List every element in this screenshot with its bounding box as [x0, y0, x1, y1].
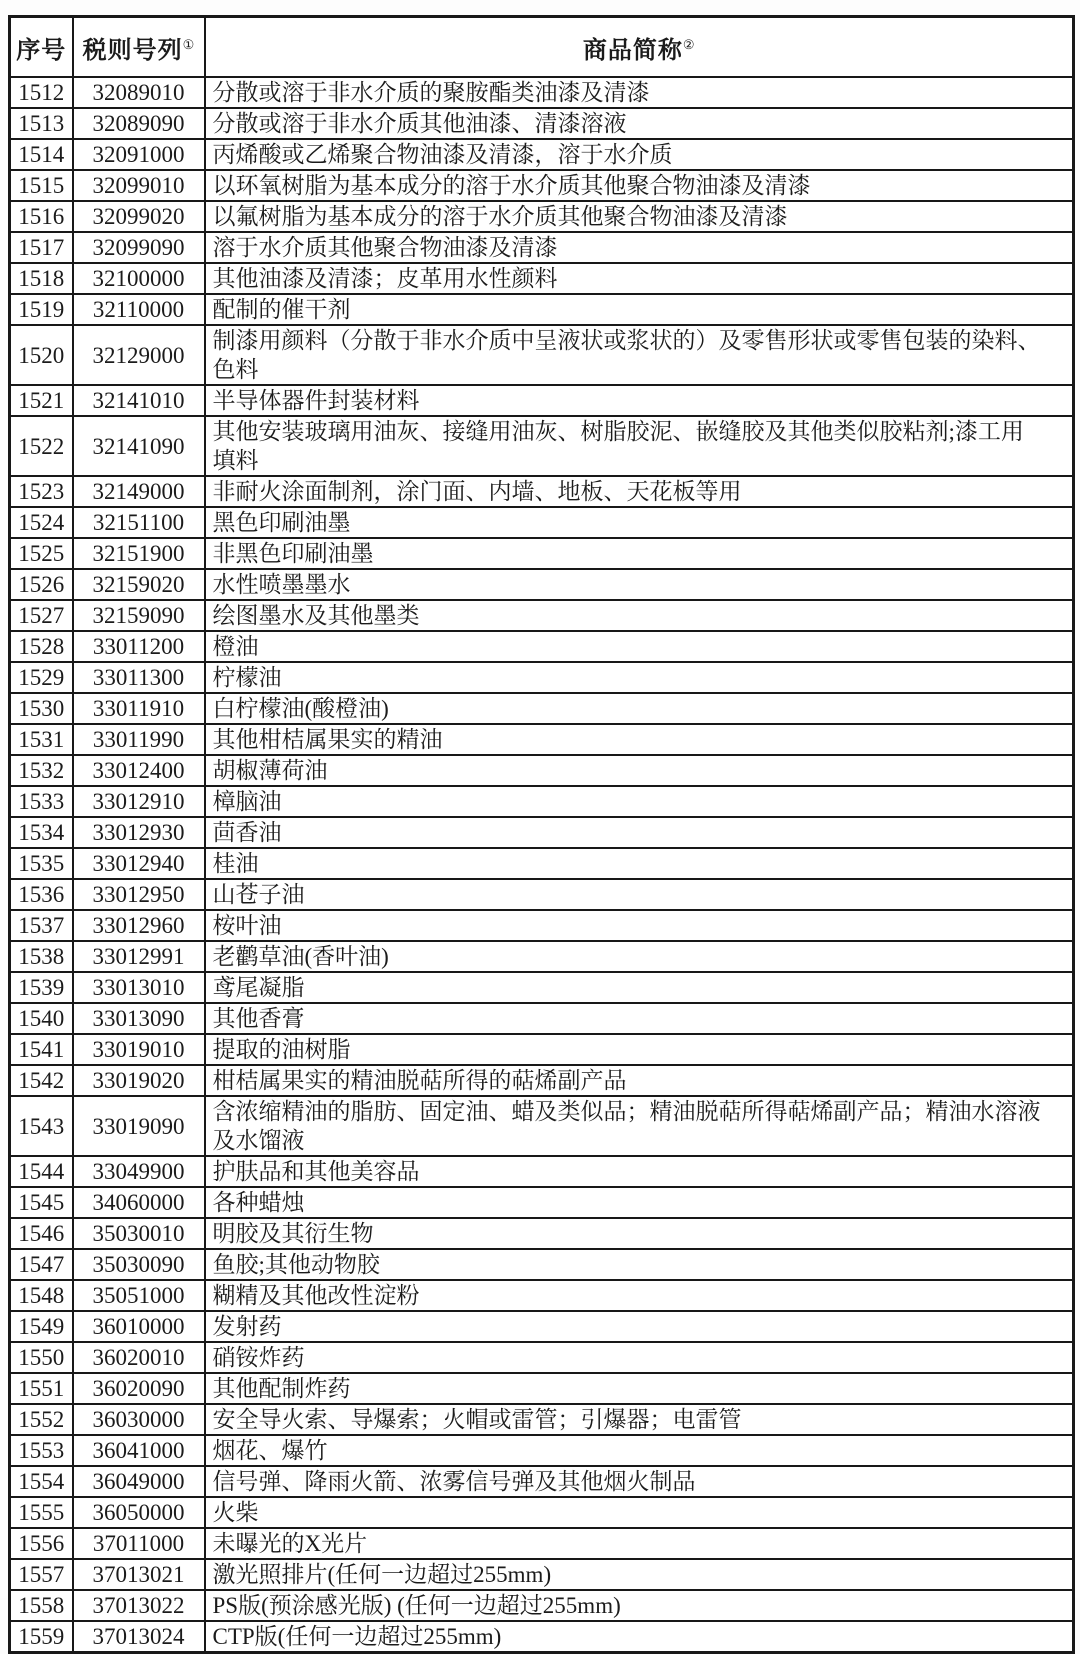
- tariff-code-cell: 35030010: [73, 1218, 205, 1249]
- footnote-2-marker: ②: [682, 36, 695, 52]
- tariff-code-cell: 32151900: [73, 538, 205, 569]
- table-row: [10, 325, 1074, 385]
- product-name-cell: 信号弹、降雨火箭、浓雾信号弹及其他烟火制品: [205, 1466, 1074, 1497]
- product-name-cell: 丙烯酸或乙烯聚合物油漆及清漆，溶于水介质: [205, 139, 1074, 170]
- table-row: [10, 941, 1074, 972]
- table-row: [10, 569, 1074, 600]
- product-name-cell: 鸢尾凝脂: [205, 972, 1074, 1003]
- product-name-cell: 茴香油: [205, 817, 1074, 848]
- header-tariff-code-label: 税则号列: [82, 37, 183, 64]
- serial-number-cell: 1554: [10, 1466, 73, 1497]
- tariff-code-cell: 32099090: [73, 232, 205, 263]
- tariff-code-cell: 33049900: [73, 1156, 205, 1187]
- product-name-cell: 发射药: [205, 1311, 1074, 1342]
- tariff-code-cell: 32100000: [73, 263, 205, 294]
- tariff-code-cell: 37013022: [73, 1590, 205, 1621]
- serial-number-cell: 1513: [10, 108, 73, 139]
- tariff-code-cell: 33013010: [73, 972, 205, 1003]
- table-row: [10, 1034, 1074, 1065]
- table-row: [10, 108, 1074, 139]
- product-name-cell: 各种蜡烛: [205, 1187, 1074, 1218]
- tariff-code-cell: 33019020: [73, 1065, 205, 1096]
- product-name-cell: 安全导火索、导爆索；火帽或雷管；引爆器；电雷管: [205, 1404, 1074, 1435]
- product-name-cell: 黑色印刷油墨: [205, 507, 1074, 538]
- serial-number-cell: 1533: [10, 786, 73, 817]
- table-row: [10, 1466, 1074, 1497]
- product-name-cell: 分散或溶于非水介质的聚胺酯类油漆及清漆: [205, 77, 1074, 108]
- serial-number-cell: 1525: [10, 538, 73, 569]
- serial-number-cell: 1539: [10, 972, 73, 1003]
- table-row: [10, 755, 1074, 786]
- serial-number-cell: 1548: [10, 1280, 73, 1311]
- tariff-code-cell: 33011990: [73, 724, 205, 755]
- serial-number-cell: 1517: [10, 232, 73, 263]
- tariff-code-cell: 36020090: [73, 1373, 205, 1404]
- header-product-name-label: 商品简称: [582, 37, 683, 64]
- table-row: [10, 1249, 1074, 1280]
- tariff-code-cell: 32091000: [73, 139, 205, 170]
- product-name-cell: 桉叶油: [205, 910, 1074, 941]
- product-name-cell: 绘图墨水及其他墨类: [205, 600, 1074, 631]
- product-name-cell: 其他安装玻璃用油灰、接缝用油灰、树脂胶泥、嵌缝胶及其他类似胶粘剂;漆工用填料: [205, 416, 1074, 476]
- tariff-code-cell: 36030000: [73, 1404, 205, 1435]
- table-body: [10, 77, 1074, 1653]
- table-row: [10, 1342, 1074, 1373]
- table-row: [10, 170, 1074, 201]
- product-name-cell: 非黑色印刷油墨: [205, 538, 1074, 569]
- table-row: [10, 1621, 1074, 1653]
- tariff-code-cell: 32159090: [73, 600, 205, 631]
- product-name-cell: 非耐火涂面制剂，涂门面、内墙、地板、天花板等用: [205, 476, 1074, 507]
- table-row: [10, 1590, 1074, 1621]
- product-name-cell: 激光照排片(任何一边超过255mm): [205, 1559, 1074, 1590]
- product-name-cell: 水性喷墨墨水: [205, 569, 1074, 600]
- serial-number-cell: 1523: [10, 476, 73, 507]
- serial-number-cell: 1518: [10, 263, 73, 294]
- serial-number-cell: 1531: [10, 724, 73, 755]
- product-name-cell: 提取的油树脂: [205, 1034, 1074, 1065]
- product-name-cell: 护肤品和其他美容品: [205, 1156, 1074, 1187]
- serial-number-cell: 1542: [10, 1065, 73, 1096]
- product-name-cell: 山苍子油: [205, 879, 1074, 910]
- serial-number-cell: 1519: [10, 294, 73, 325]
- serial-number-cell: 1515: [10, 170, 73, 201]
- product-name-cell: 胡椒薄荷油: [205, 755, 1074, 786]
- serial-number-cell: 1522: [10, 416, 73, 476]
- serial-number-cell: 1537: [10, 910, 73, 941]
- serial-number-cell: 1538: [10, 941, 73, 972]
- serial-number-cell: 1512: [10, 77, 73, 108]
- product-name-cell: 樟脑油: [205, 786, 1074, 817]
- serial-number-cell: 1555: [10, 1497, 73, 1528]
- header-tariff-code: [73, 17, 205, 78]
- table-row: [10, 385, 1074, 416]
- table-row: [10, 786, 1074, 817]
- tariff-code-cell: 34060000: [73, 1187, 205, 1218]
- table-row: [10, 232, 1074, 263]
- tariff-code-cell: 33012930: [73, 817, 205, 848]
- table-row: [10, 1003, 1074, 1034]
- serial-number-cell: 1514: [10, 139, 73, 170]
- tariff-code-cell: 33012960: [73, 910, 205, 941]
- table-row: [10, 600, 1074, 631]
- tariff-code-cell: 33012910: [73, 786, 205, 817]
- tariff-code-cell: 32129000: [73, 325, 205, 385]
- serial-number-cell: 1545: [10, 1187, 73, 1218]
- header-row: [10, 17, 1074, 78]
- tariff-code-cell: 32141010: [73, 385, 205, 416]
- serial-number-cell: 1557: [10, 1559, 73, 1590]
- table-row: [10, 910, 1074, 941]
- serial-number-cell: 1524: [10, 507, 73, 538]
- product-name-cell: 白柠檬油(酸橙油): [205, 693, 1074, 724]
- product-name-cell: 其他配制炸药: [205, 1373, 1074, 1404]
- product-name-cell: 未曝光的X光片: [205, 1528, 1074, 1559]
- table-row: [10, 416, 1074, 476]
- serial-number-cell: 1541: [10, 1034, 73, 1065]
- table-row: [10, 724, 1074, 755]
- product-name-cell: 鱼胶;其他动物胶: [205, 1249, 1074, 1280]
- table-row: [10, 879, 1074, 910]
- table-row: [10, 201, 1074, 232]
- tariff-code-cell: 33011300: [73, 662, 205, 693]
- table-row: [10, 1404, 1074, 1435]
- tariff-code-cell: 33012991: [73, 941, 205, 972]
- serial-number-cell: 1516: [10, 201, 73, 232]
- product-name-cell: 柑桔属果实的精油脱萜所得的萜烯副产品: [205, 1065, 1074, 1096]
- table-row: [10, 1559, 1074, 1590]
- tariff-code-cell: 33012940: [73, 848, 205, 879]
- serial-number-cell: 1520: [10, 325, 73, 385]
- table-row: [10, 1311, 1074, 1342]
- product-name-cell: 烟花、爆竹: [205, 1435, 1074, 1466]
- serial-number-cell: 1521: [10, 385, 73, 416]
- header-serial-number: [10, 17, 73, 78]
- tariff-code-cell: 36020010: [73, 1342, 205, 1373]
- serial-number-cell: 1534: [10, 817, 73, 848]
- product-name-cell: 糊精及其他改性淀粉: [205, 1280, 1074, 1311]
- tariff-code-cell: 33019010: [73, 1034, 205, 1065]
- serial-number-cell: 1540: [10, 1003, 73, 1034]
- product-name-cell: 老鹳草油(香叶油): [205, 941, 1074, 972]
- table-row: [10, 263, 1074, 294]
- product-name-cell: 其他香膏: [205, 1003, 1074, 1034]
- product-name-cell: CTP版(任何一边超过255mm): [205, 1621, 1074, 1653]
- table-row: [10, 1156, 1074, 1187]
- serial-number-cell: 1529: [10, 662, 73, 693]
- product-name-cell: 含浓缩精油的脂肪、固定油、蜡及类似品；精油脱萜所得萜烯副产品；精油水溶液及水馏液: [205, 1096, 1074, 1156]
- product-name-cell: 半导体器件封装材料: [205, 385, 1074, 416]
- table-row: [10, 1528, 1074, 1559]
- table-row: [10, 294, 1074, 325]
- tariff-code-cell: 32089010: [73, 77, 205, 108]
- tariff-code-cell: 35030090: [73, 1249, 205, 1280]
- tariff-code-cell: 33012950: [73, 879, 205, 910]
- tariff-code-cell: 37011000: [73, 1528, 205, 1559]
- product-name-cell: 其他柑桔属果实的精油: [205, 724, 1074, 755]
- product-name-cell: 以环氧树脂为基本成分的溶于水介质其他聚合物油漆及清漆: [205, 170, 1074, 201]
- serial-number-cell: 1527: [10, 600, 73, 631]
- tariff-code-cell: 33011910: [73, 693, 205, 724]
- serial-number-cell: 1544: [10, 1156, 73, 1187]
- serial-number-cell: 1536: [10, 879, 73, 910]
- table-row: [10, 662, 1074, 693]
- serial-number-cell: 1559: [10, 1621, 73, 1653]
- tariff-code-cell: 33011200: [73, 631, 205, 662]
- table-row: [10, 1065, 1074, 1096]
- header-serial-number-label: 序号: [16, 37, 67, 64]
- table-row: [10, 972, 1074, 1003]
- product-name-cell: 制漆用颜料（分散于非水介质中呈液状或浆状的）及零售形状或零售包装的染料、色料: [205, 325, 1074, 385]
- serial-number-cell: 1547: [10, 1249, 73, 1280]
- product-name-cell: 柠檬油: [205, 662, 1074, 693]
- table-row: [10, 693, 1074, 724]
- tariff-code-cell: 32149000: [73, 476, 205, 507]
- tariff-code-cell: 36049000: [73, 1466, 205, 1497]
- product-name-cell: 配制的催干剂: [205, 294, 1074, 325]
- tariff-code-cell: 33019090: [73, 1096, 205, 1156]
- serial-number-cell: 1546: [10, 1218, 73, 1249]
- serial-number-cell: 1530: [10, 693, 73, 724]
- tariff-code-cell: 36050000: [73, 1497, 205, 1528]
- table-row: [10, 1497, 1074, 1528]
- serial-number-cell: 1553: [10, 1435, 73, 1466]
- serial-number-cell: 1550: [10, 1342, 73, 1373]
- header-product-name: [205, 17, 1074, 78]
- table-row: [10, 631, 1074, 662]
- serial-number-cell: 1549: [10, 1311, 73, 1342]
- product-name-cell: 桂油: [205, 848, 1074, 879]
- serial-number-cell: 1551: [10, 1373, 73, 1404]
- product-name-cell: 火柴: [205, 1497, 1074, 1528]
- tariff-code-cell: 37013021: [73, 1559, 205, 1590]
- serial-number-cell: 1528: [10, 631, 73, 662]
- tariff-code-cell: 32099020: [73, 201, 205, 232]
- serial-number-cell: 1535: [10, 848, 73, 879]
- serial-number-cell: 1532: [10, 755, 73, 786]
- table-row: [10, 476, 1074, 507]
- tariff-code-cell: 33013090: [73, 1003, 205, 1034]
- product-name-cell: 溶于水介质其他聚合物油漆及清漆: [205, 232, 1074, 263]
- serial-number-cell: 1552: [10, 1404, 73, 1435]
- tariff-table: [8, 15, 1075, 1654]
- serial-number-cell: 1558: [10, 1590, 73, 1621]
- product-name-cell: 明胶及其衍生物: [205, 1218, 1074, 1249]
- serial-number-cell: 1526: [10, 569, 73, 600]
- serial-number-cell: 1556: [10, 1528, 73, 1559]
- table-row: [10, 77, 1074, 108]
- table-row: [10, 848, 1074, 879]
- tariff-code-cell: 32151100: [73, 507, 205, 538]
- product-name-cell: 硝铵炸药: [205, 1342, 1074, 1373]
- table-row: [10, 1218, 1074, 1249]
- product-name-cell: 橙油: [205, 631, 1074, 662]
- tariff-code-cell: 37013024: [73, 1621, 205, 1653]
- tariff-code-cell: 33012400: [73, 755, 205, 786]
- serial-number-cell: 1543: [10, 1096, 73, 1156]
- table-row: [10, 1187, 1074, 1218]
- product-name-cell: PS版(预涂感光版) (任何一边超过255mm): [205, 1590, 1074, 1621]
- tariff-code-cell: 32110000: [73, 294, 205, 325]
- table-row: [10, 538, 1074, 569]
- table-row: [10, 817, 1074, 848]
- tariff-code-cell: 32099010: [73, 170, 205, 201]
- table-row: [10, 1435, 1074, 1466]
- table-row: [10, 139, 1074, 170]
- tariff-code-cell: 35051000: [73, 1280, 205, 1311]
- table-row: [10, 1373, 1074, 1404]
- tariff-code-cell: 32089090: [73, 108, 205, 139]
- tariff-code-cell: 32159020: [73, 569, 205, 600]
- tariff-code-cell: 36010000: [73, 1311, 205, 1342]
- tariff-code-cell: 32141090: [73, 416, 205, 476]
- table-row: [10, 1096, 1074, 1156]
- product-name-cell: 以氟树脂为基本成分的溶于水介质其他聚合物油漆及清漆: [205, 201, 1074, 232]
- table-row: [10, 507, 1074, 538]
- product-name-cell: 分散或溶于非水介质其他油漆、清漆溶液: [205, 108, 1074, 139]
- tariff-code-cell: 36041000: [73, 1435, 205, 1466]
- footnote-1-marker: ①: [182, 36, 195, 52]
- product-name-cell: 其他油漆及清漆；皮革用水性颜料: [205, 263, 1074, 294]
- table-row: [10, 1280, 1074, 1311]
